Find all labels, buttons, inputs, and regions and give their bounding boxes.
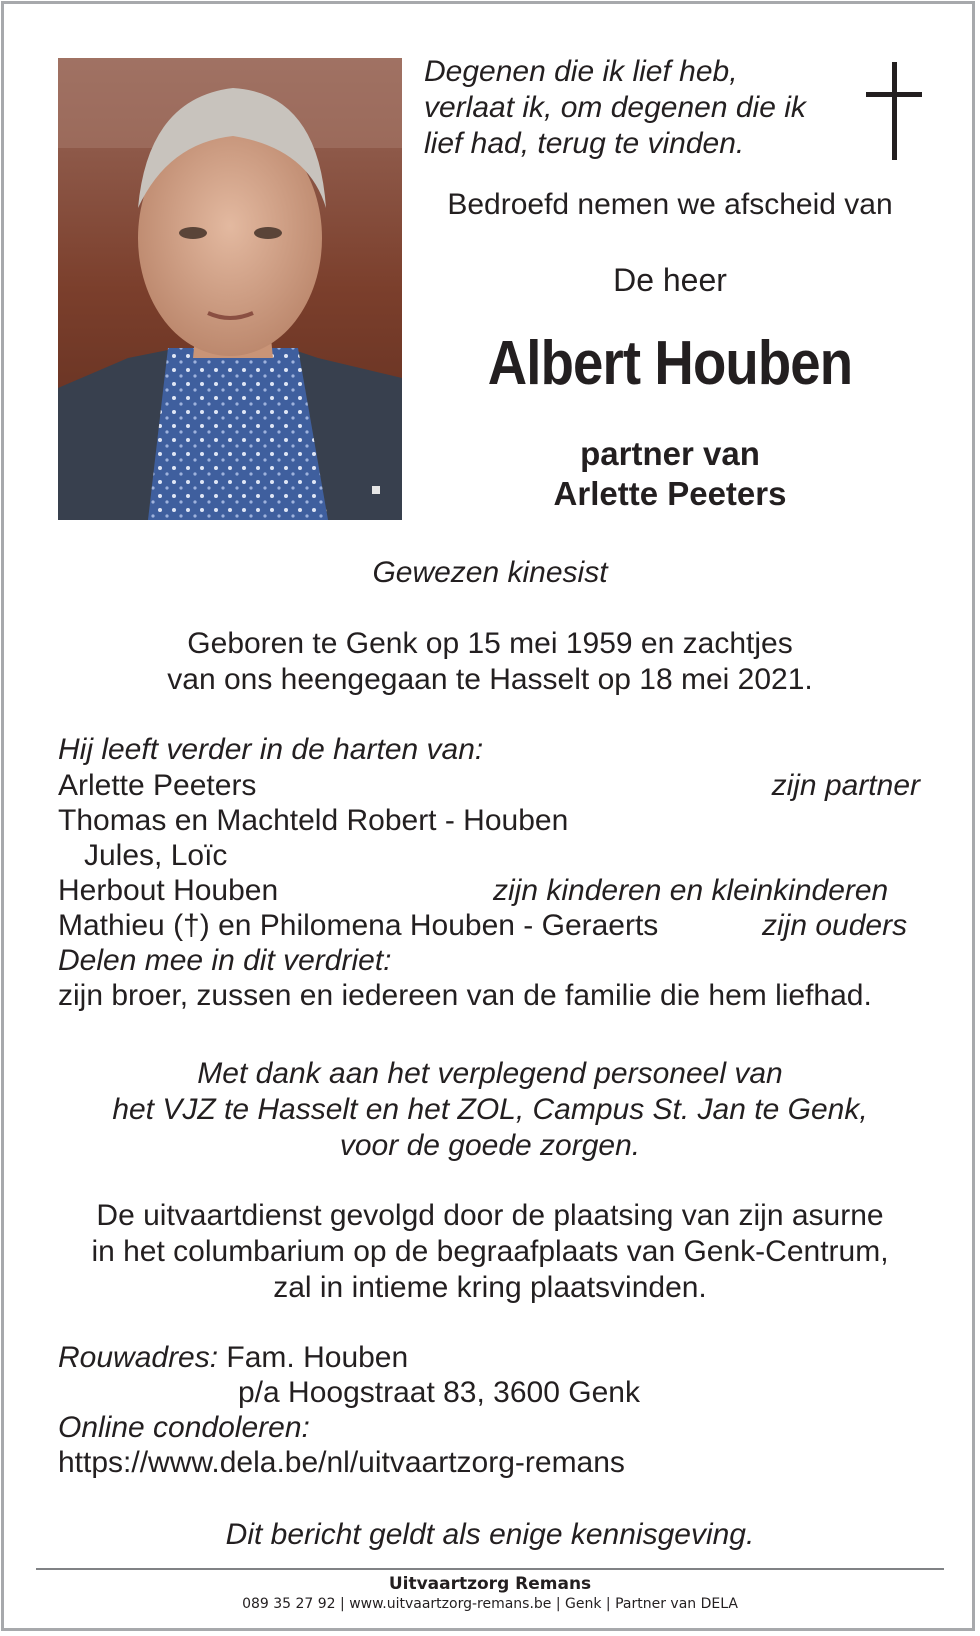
- family-grandchildren: Jules, Loïc: [84, 839, 228, 872]
- thanks-line-3: voor de goede zorgen.: [339, 1129, 641, 1162]
- address-label: Rouwadres:: [58, 1341, 219, 1374]
- quote-line-3: lief had, terug te vinden.: [424, 127, 745, 160]
- intro-text: Bedroefd nemen we afscheid van: [447, 188, 893, 221]
- birth-death-text: [0, 626, 980, 698]
- cross-icon: [866, 62, 922, 160]
- family-partner-role: zijn partner: [771, 769, 920, 802]
- footer-divider: [36, 1568, 944, 1570]
- family-parents-role: zijn ouders: [762, 909, 908, 942]
- family-parents: Mathieu (†) en Philomena Houben - Geraerts: [58, 909, 659, 942]
- family-partner-name: Arlette Peeters: [58, 769, 257, 802]
- honorific: De heer: [613, 262, 727, 298]
- service-line-2: in het columbarium op de begraafplaats van Genk-Centrum,: [91, 1235, 889, 1268]
- family-children-role: zijn kinderen en kleinkinderen: [493, 874, 889, 907]
- footer-contact: 089 35 27 92 | www.uitvaartzorg-remans.be | Genk | Partner van DELA: [242, 1596, 738, 1612]
- partner-block: [400, 434, 940, 514]
- family-child-1: Thomas en Machteld Robert - Houben: [58, 804, 569, 837]
- notice-text: Dit bericht geldt als enige kennisgeving.: [225, 1518, 755, 1551]
- quote-line-2: verlaat ik, om degenen die ik: [424, 91, 806, 124]
- family-heading: Hij leeft verder in de harten van:: [58, 733, 484, 766]
- deceased-name: Albert Houben: [487, 329, 853, 398]
- thanks-line-1: Met dank aan het verplegend personeel van: [197, 1057, 783, 1090]
- condolence-url[interactable]: https://www.dela.be/nl/uitvaartzorg-remans: [58, 1446, 625, 1479]
- service-line-1: De uitvaartdienst gevolgd door de plaatsing van zijn asurne: [96, 1199, 884, 1232]
- family-child-2: Herbout Houben: [58, 874, 279, 907]
- quote-line-1: Degenen die ik lief heb,: [424, 55, 738, 88]
- share-text: zijn broer, zussen en iedereen van de familie die hem liefhad.: [58, 979, 872, 1012]
- address-name: Fam. Houben: [226, 1341, 409, 1374]
- address-street: p/a Hoogstraat 83, 3600 Genk: [238, 1376, 640, 1409]
- address-line: [58, 1340, 408, 1376]
- born-line-2: van ons heengegaan te Hasselt op 18 mei 2021.: [167, 663, 813, 696]
- born-line-1: Geboren te Genk op 15 mei 1959 en zachtjes: [187, 627, 793, 660]
- partner-name: Arlette Peeters: [553, 475, 787, 512]
- footer-company: Uitvaartzorg Remans: [388, 1574, 592, 1594]
- occupation: Gewezen kinesist: [372, 556, 608, 589]
- thanks-text: [0, 1056, 980, 1164]
- online-condolence-label: Online condoleren:: [58, 1411, 310, 1444]
- opening-quote: [424, 54, 806, 162]
- partner-label: partner van: [580, 435, 760, 472]
- service-line-3: zal in intieme kring plaatsvinden.: [273, 1271, 707, 1304]
- portrait-photo: [58, 58, 402, 520]
- service-text: [0, 1198, 980, 1306]
- share-heading: Delen mee in dit verdriet:: [58, 944, 392, 977]
- thanks-line-2: het VJZ te Hasselt en het ZOL, Campus St. Jan te Genk,: [112, 1093, 868, 1126]
